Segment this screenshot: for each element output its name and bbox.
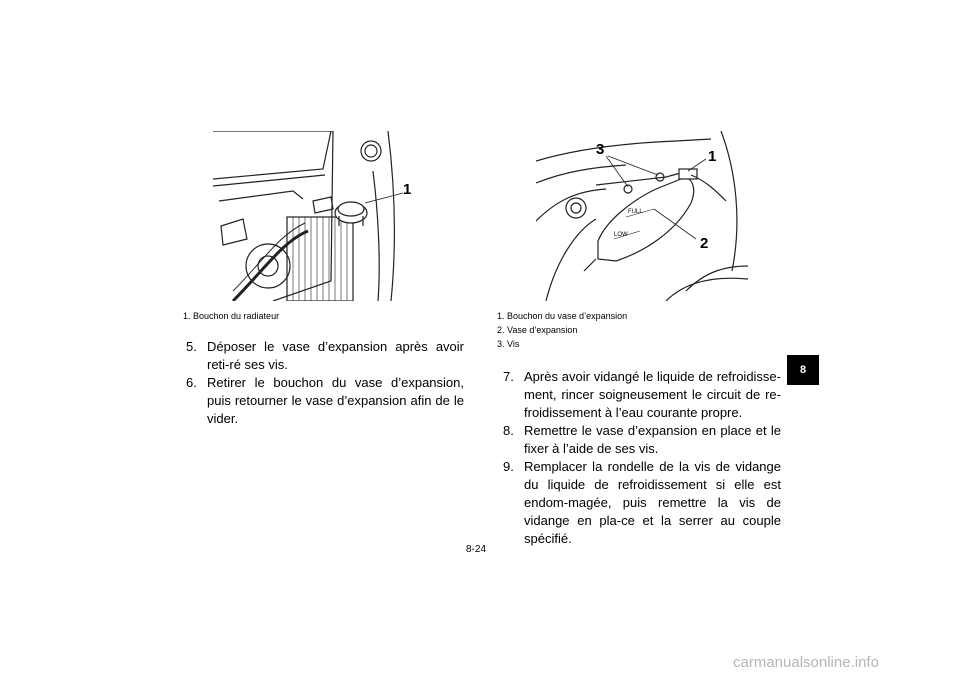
step-item bbox=[186, 338, 464, 374]
step-number: 5. bbox=[186, 339, 197, 354]
step-item bbox=[186, 374, 464, 428]
caption-line: 1. Bouchon du radiateur bbox=[183, 311, 280, 321]
callout-3-screw: 3 bbox=[596, 141, 605, 158]
caption-line: 1. Bouchon du vase d’expansion bbox=[497, 311, 628, 321]
left-steps bbox=[186, 338, 464, 428]
step-item bbox=[503, 458, 781, 548]
right-steps bbox=[503, 368, 781, 548]
step-number: 7. bbox=[503, 369, 514, 384]
radiator-cap-illustration bbox=[213, 131, 418, 301]
step-item bbox=[503, 422, 781, 458]
section-tab: 8 bbox=[787, 355, 819, 385]
figure2-caption bbox=[497, 309, 627, 351]
callout-1-tank-cap: 1 bbox=[708, 148, 717, 165]
step-number: 6. bbox=[186, 375, 197, 390]
tank-mark-low: LOW bbox=[614, 232, 628, 238]
watermark: carmanualsonline.info bbox=[733, 654, 879, 671]
step-number: 8. bbox=[503, 423, 514, 438]
step-text: Remplacer la rondelle de la vis de vidange du liquide de refroidissement si elle est endom-magée, puis remettre la vis de vidange en pla-ce et la serrer au couple spécifié. bbox=[524, 459, 781, 546]
figure1-caption bbox=[183, 309, 279, 323]
step-number: 9. bbox=[503, 459, 514, 474]
page-number: 8-24 bbox=[466, 544, 487, 555]
caption-line: 3. Vis bbox=[497, 339, 520, 349]
expansion-tank-illustration bbox=[536, 131, 748, 301]
step-text: Retirer le bouchon du vase d’expansion, puis retourner le vase d’expansion afin de le vider. bbox=[207, 375, 464, 426]
callout-1-radiator-cap: 1 bbox=[403, 181, 412, 198]
caption-line: 2. Vase d’expansion bbox=[497, 325, 578, 335]
step-item bbox=[503, 368, 781, 422]
tank-mark-full: FULL bbox=[628, 209, 643, 215]
step-text: Déposer le vase d’expansion après avoir reti-ré ses vis. bbox=[207, 339, 464, 372]
step-text: Remettre le vase d’expansion en place et le fixer à l’aide de ses vis. bbox=[524, 423, 781, 456]
step-text: Après avoir vidangé le liquide de refroidisse-ment, rincer soigneusement le circuit de re-froidissement à l’eau courante propre. bbox=[524, 369, 781, 420]
callout-2-expansion-tank: 2 bbox=[700, 235, 709, 252]
